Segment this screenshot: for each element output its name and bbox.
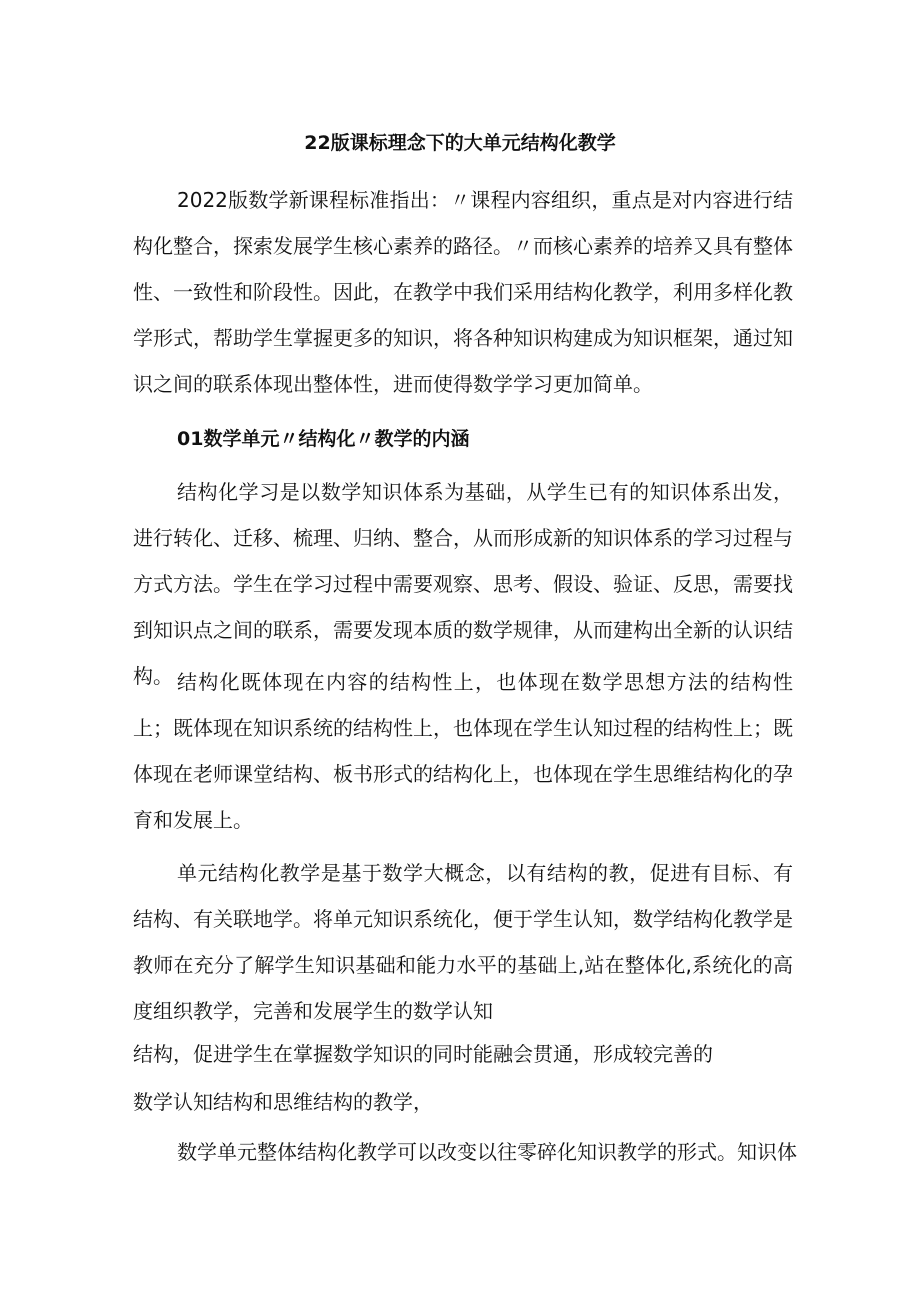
text-line: 数学认知结构和思维结构的教学， bbox=[133, 1090, 433, 1114]
document-title: 22版课标理念下的大单元结构化教学 bbox=[304, 132, 616, 154]
paragraph-unit-teaching: 单元结构化教学是基于数学大概念，以有结构的教，促进有目标、有结构、有关联地学。将单元知识系统化，便于学生认知，数学结构化教学是教师在充分了解学生知识基础和能力水平的基础上,站在整体化,系统化的高度组织教学，完善和发展学生的数学认知 bbox=[133, 861, 793, 1023]
paragraph-structure-aspects: 结构化既体现在内容的结构性上，也体现在数学思想方法的结构性上；既体现在知识系统的结构性上，也体现在学生认知过程的结构性上；既体现在老师课堂结构、板书形式的结构化上，也体现在学生思维结构化的孕育和发展上。 bbox=[133, 670, 793, 832]
text-line: 数学单元整体结构化教学可以改变以往零碎化知识教学的形式。知识体 bbox=[177, 1140, 797, 1164]
paragraph-intro: 2022版数学新课程标准指出：〃课程内容组织，重点是对内容进行结构化整合，探索发展学生核心素养的路径。〃而核心素养的培养又具有整体性、一致性和阶段性。因此，在教学中我们采用结构化教学，利用多样化教学形式，帮助学生掌握更多的知识，将各种知识构建成为知识框架，通过知识之间的联系体现出整体性，进而使得数学学习更加简单。 bbox=[133, 188, 793, 396]
section-heading: 01数学单元〃结构化〃教学的内涵 bbox=[177, 428, 470, 450]
text-line: 结构，促进学生在掌握数学知识的同时能融会贯通，形成较完善的 bbox=[133, 1042, 713, 1066]
paragraph-structured-learning: 结构化学习是以数学知识体系为基础，从学生已有的知识体系出发，进行转化、迁移、梳理、归纳、整合，从而形成新的知识体系的学习过程与方式方法。学生在学习过程中需要观察、思考、假设、验证、反思，需要找到知识点之间的联系，需要发现本质的数学规律，从而建构出全新的认识结构。 bbox=[133, 480, 793, 688]
